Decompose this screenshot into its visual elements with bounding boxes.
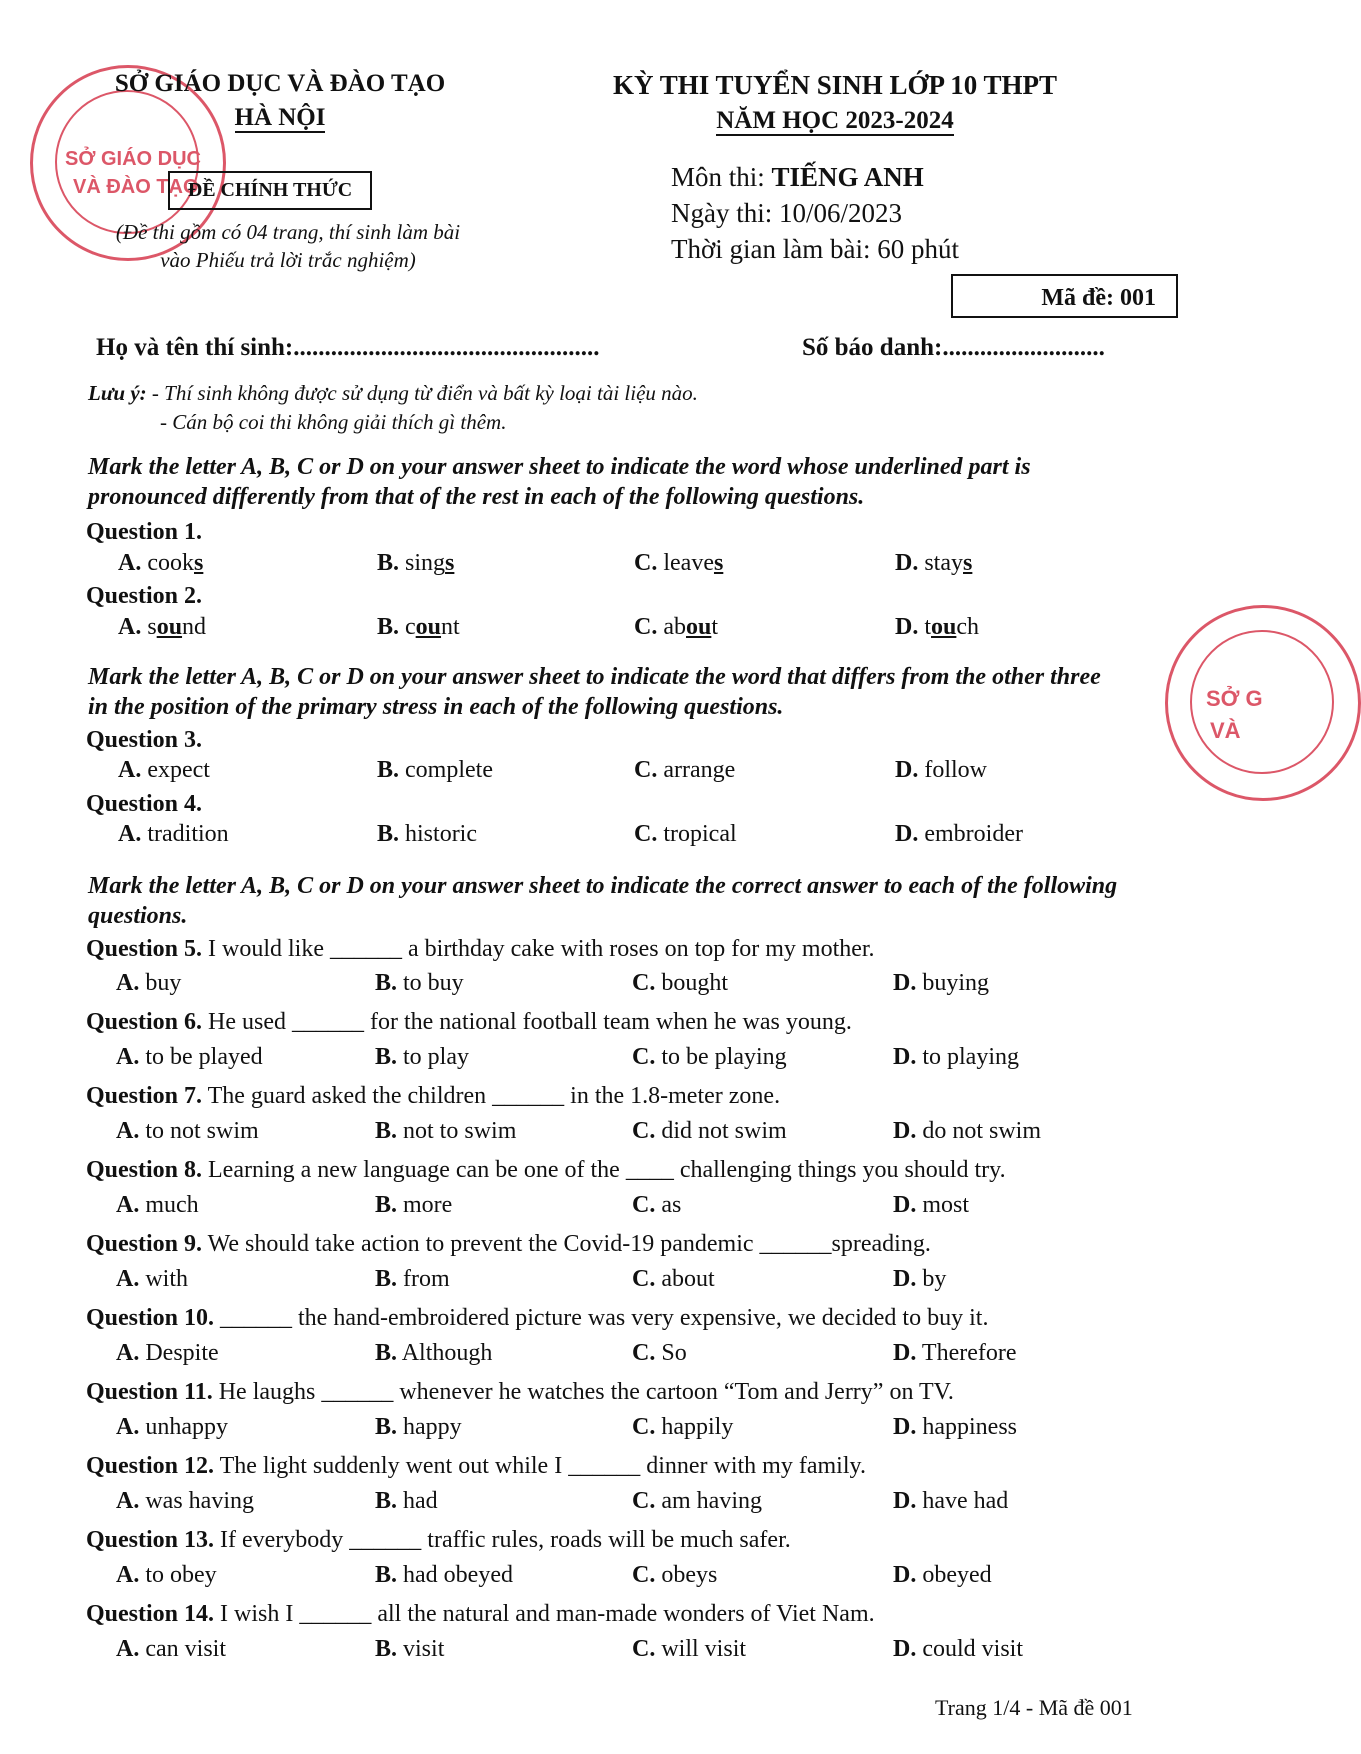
notes-label: Lưu ý: [88,381,147,405]
question-label: Question 2. [86,583,203,609]
question-5: Question 5. I would like ______ a birthday cake with roses on top for my mother. [86,936,875,962]
official-stamp [1165,605,1361,801]
option-b[interactable]: B. to play [375,1044,470,1070]
option-b[interactable]: B. historic [377,821,478,847]
option-a[interactable]: A. to be played [116,1044,263,1070]
option-c[interactable]: C. will visit [632,1636,747,1662]
option-b[interactable]: B. more [375,1192,453,1218]
option-c[interactable]: C. about [634,614,719,640]
option-c[interactable]: C. happily [632,1414,734,1440]
option-d[interactable]: D. do not swim [893,1118,1042,1144]
option-a[interactable]: A. tradition [118,821,229,847]
stamp-text: VÀ ĐÀO TẠO [73,176,199,198]
option-b[interactable]: B. from [375,1266,450,1292]
option-d[interactable]: D. most [893,1192,970,1218]
option-d[interactable]: D. obeyed [893,1562,992,1588]
stamp-text: VÀ [1210,718,1241,743]
option-a[interactable]: A. cooks [118,550,204,576]
subject-line: Môn thi: TIẾNG ANH [671,162,924,192]
option-d[interactable]: D. follow [895,757,988,783]
official-exam-box: ĐỀ CHÍNH THỨC [168,171,372,210]
department-name: SỞ GIÁO DỤC VÀ ĐÀO TẠO [114,70,446,97]
option-c[interactable]: C. to be playing [632,1044,787,1070]
option-b[interactable]: B. count [377,614,460,640]
school-year: NĂM HỌC 2023-2024 [716,107,954,134]
option-c[interactable]: C. leaves [634,550,724,576]
notes-line-2: - Cán bộ coi thi không giải thích gì thêm. [160,410,507,434]
option-c[interactable]: C. obeys [632,1562,718,1588]
option-b[interactable]: B. Although [375,1340,493,1366]
option-c[interactable]: C. am having [632,1488,762,1514]
option-a[interactable]: A. much [116,1192,199,1218]
option-d[interactable]: D. Therefore [893,1340,1017,1366]
exam-date: Ngày thi: 10/06/2023 [671,198,902,228]
option-c[interactable]: C. bought [632,970,729,996]
exam-duration: Thời gian làm bài: 60 phút [671,234,959,264]
exam-title: KỲ THI TUYỂN SINH LỚP 10 THPT [612,70,1058,100]
instruction-correct-answer: Mark the letter A, B, C or D on your answer sheet to indicate the correct answer to each of the following questions. [88,873,1118,929]
option-a[interactable]: A. with [116,1266,189,1292]
option-b[interactable]: B. complete [377,757,493,783]
option-c[interactable]: C. arrange [634,757,736,783]
option-a[interactable]: A. unhappy [116,1414,228,1440]
question-14: Question 14. I wish I ______ all the natural and man-made wonders of Viet Nam. [86,1601,875,1627]
candidate-name-field: Họ và tên thí sinh:................................................. [96,334,600,361]
option-b[interactable]: B. to buy [375,970,464,996]
question-12: Question 12. The light suddenly went out while I ______ dinner with my family. [86,1453,866,1479]
option-c[interactable]: C. did not swim [632,1118,787,1144]
option-a[interactable]: A. was having [116,1488,254,1514]
option-a[interactable]: A. to not swim [116,1118,259,1144]
option-d[interactable]: D. happiness [893,1414,1017,1440]
option-a[interactable]: A. to obey [116,1562,217,1588]
option-b[interactable]: B. had obeyed [375,1562,513,1588]
stamp-text: SỞ G [1206,686,1263,711]
option-d[interactable]: D. to playing [893,1044,1019,1070]
option-c[interactable]: C. tropical [634,821,737,847]
option-b[interactable]: B. happy [375,1414,462,1440]
page-footer: Trang 1/4 - Mã đề 001 [935,1695,1133,1720]
option-a[interactable]: A. can visit [116,1636,226,1662]
option-b[interactable]: B. visit [375,1636,445,1662]
question-6: Question 6. He used ______ for the national football team when he was young. [86,1009,852,1035]
question-10: Question 10. ______ the hand-embroidered picture was very expensive, we decided to buy it. [86,1305,989,1331]
option-c[interactable]: C. about [632,1266,715,1292]
question-label: Question 3. [86,727,203,753]
option-b[interactable]: B. sings [377,550,455,576]
stamp-text: SỞ GIÁO DỤC [65,148,201,170]
option-d[interactable]: D. touch [895,614,980,640]
option-b[interactable]: B. had [375,1488,438,1514]
exam-code-box: Mã đề: 001 [951,274,1178,318]
option-d[interactable]: D. embroider [895,821,1023,847]
option-a[interactable]: A. Despite [116,1340,219,1366]
question-label: Question 1. [86,519,203,545]
question-8: Question 8. Learning a new language can be one of the ____ challenging things you should try. [86,1157,1006,1183]
candidate-number-field: Số báo danh:.......................... [802,334,1105,361]
question-9: Question 9. We should take action to prevent the Covid-19 pandemic ______spreading. [86,1231,931,1257]
subject-name: TIẾNG ANH [771,162,924,192]
option-b[interactable]: B. not to swim [375,1118,517,1144]
option-d[interactable]: D. by [893,1266,947,1292]
option-d[interactable]: D. stays [895,550,973,576]
notes: Lưu ý: - Thí sinh không được sử dụng từ điển và bất kỳ loại tài liệu nào. [88,381,698,405]
option-d[interactable]: D. could visit [893,1636,1024,1662]
question-7: Question 7. The guard asked the children ______ in the 1.8-meter zone. [86,1083,781,1109]
department-city: HÀ NỘI [234,104,326,131]
question-11: Question 11. He laughs ______ whenever he watches the cartoon “Tom and Jerry” on TV. [86,1379,954,1405]
option-c[interactable]: C. So [632,1340,687,1366]
option-d[interactable]: D. have had [893,1488,1009,1514]
option-a[interactable]: A. sound [118,614,207,640]
instruction-pronunciation: Mark the letter A, B, C or D on your answer sheet to indicate the word whose underlined part is pronounced differently from that of the rest in each of the following questions. [88,454,1031,510]
option-a[interactable]: A. buy [116,970,182,996]
question-13: Question 13. If everybody ______ traffic rules, roads will be much safer. [86,1527,791,1553]
department-header [60,70,500,132]
instruction-stress: Mark the letter A, B, C or D on your answer sheet to indicate the word that differs from the other three in the position of the primary stress in each of the following questions. [88,664,1101,720]
option-d[interactable]: D. buying [893,970,990,996]
option-a[interactable]: A. expect [118,757,210,783]
pages-note: (Đề thi gồm có 04 trang, thí sinh làm bài vào Phiếu trả lời trắc nghiệm) [115,220,461,272]
option-c[interactable]: C. as [632,1192,682,1218]
exam-header [570,70,1100,135]
question-label: Question 4. [86,791,203,817]
